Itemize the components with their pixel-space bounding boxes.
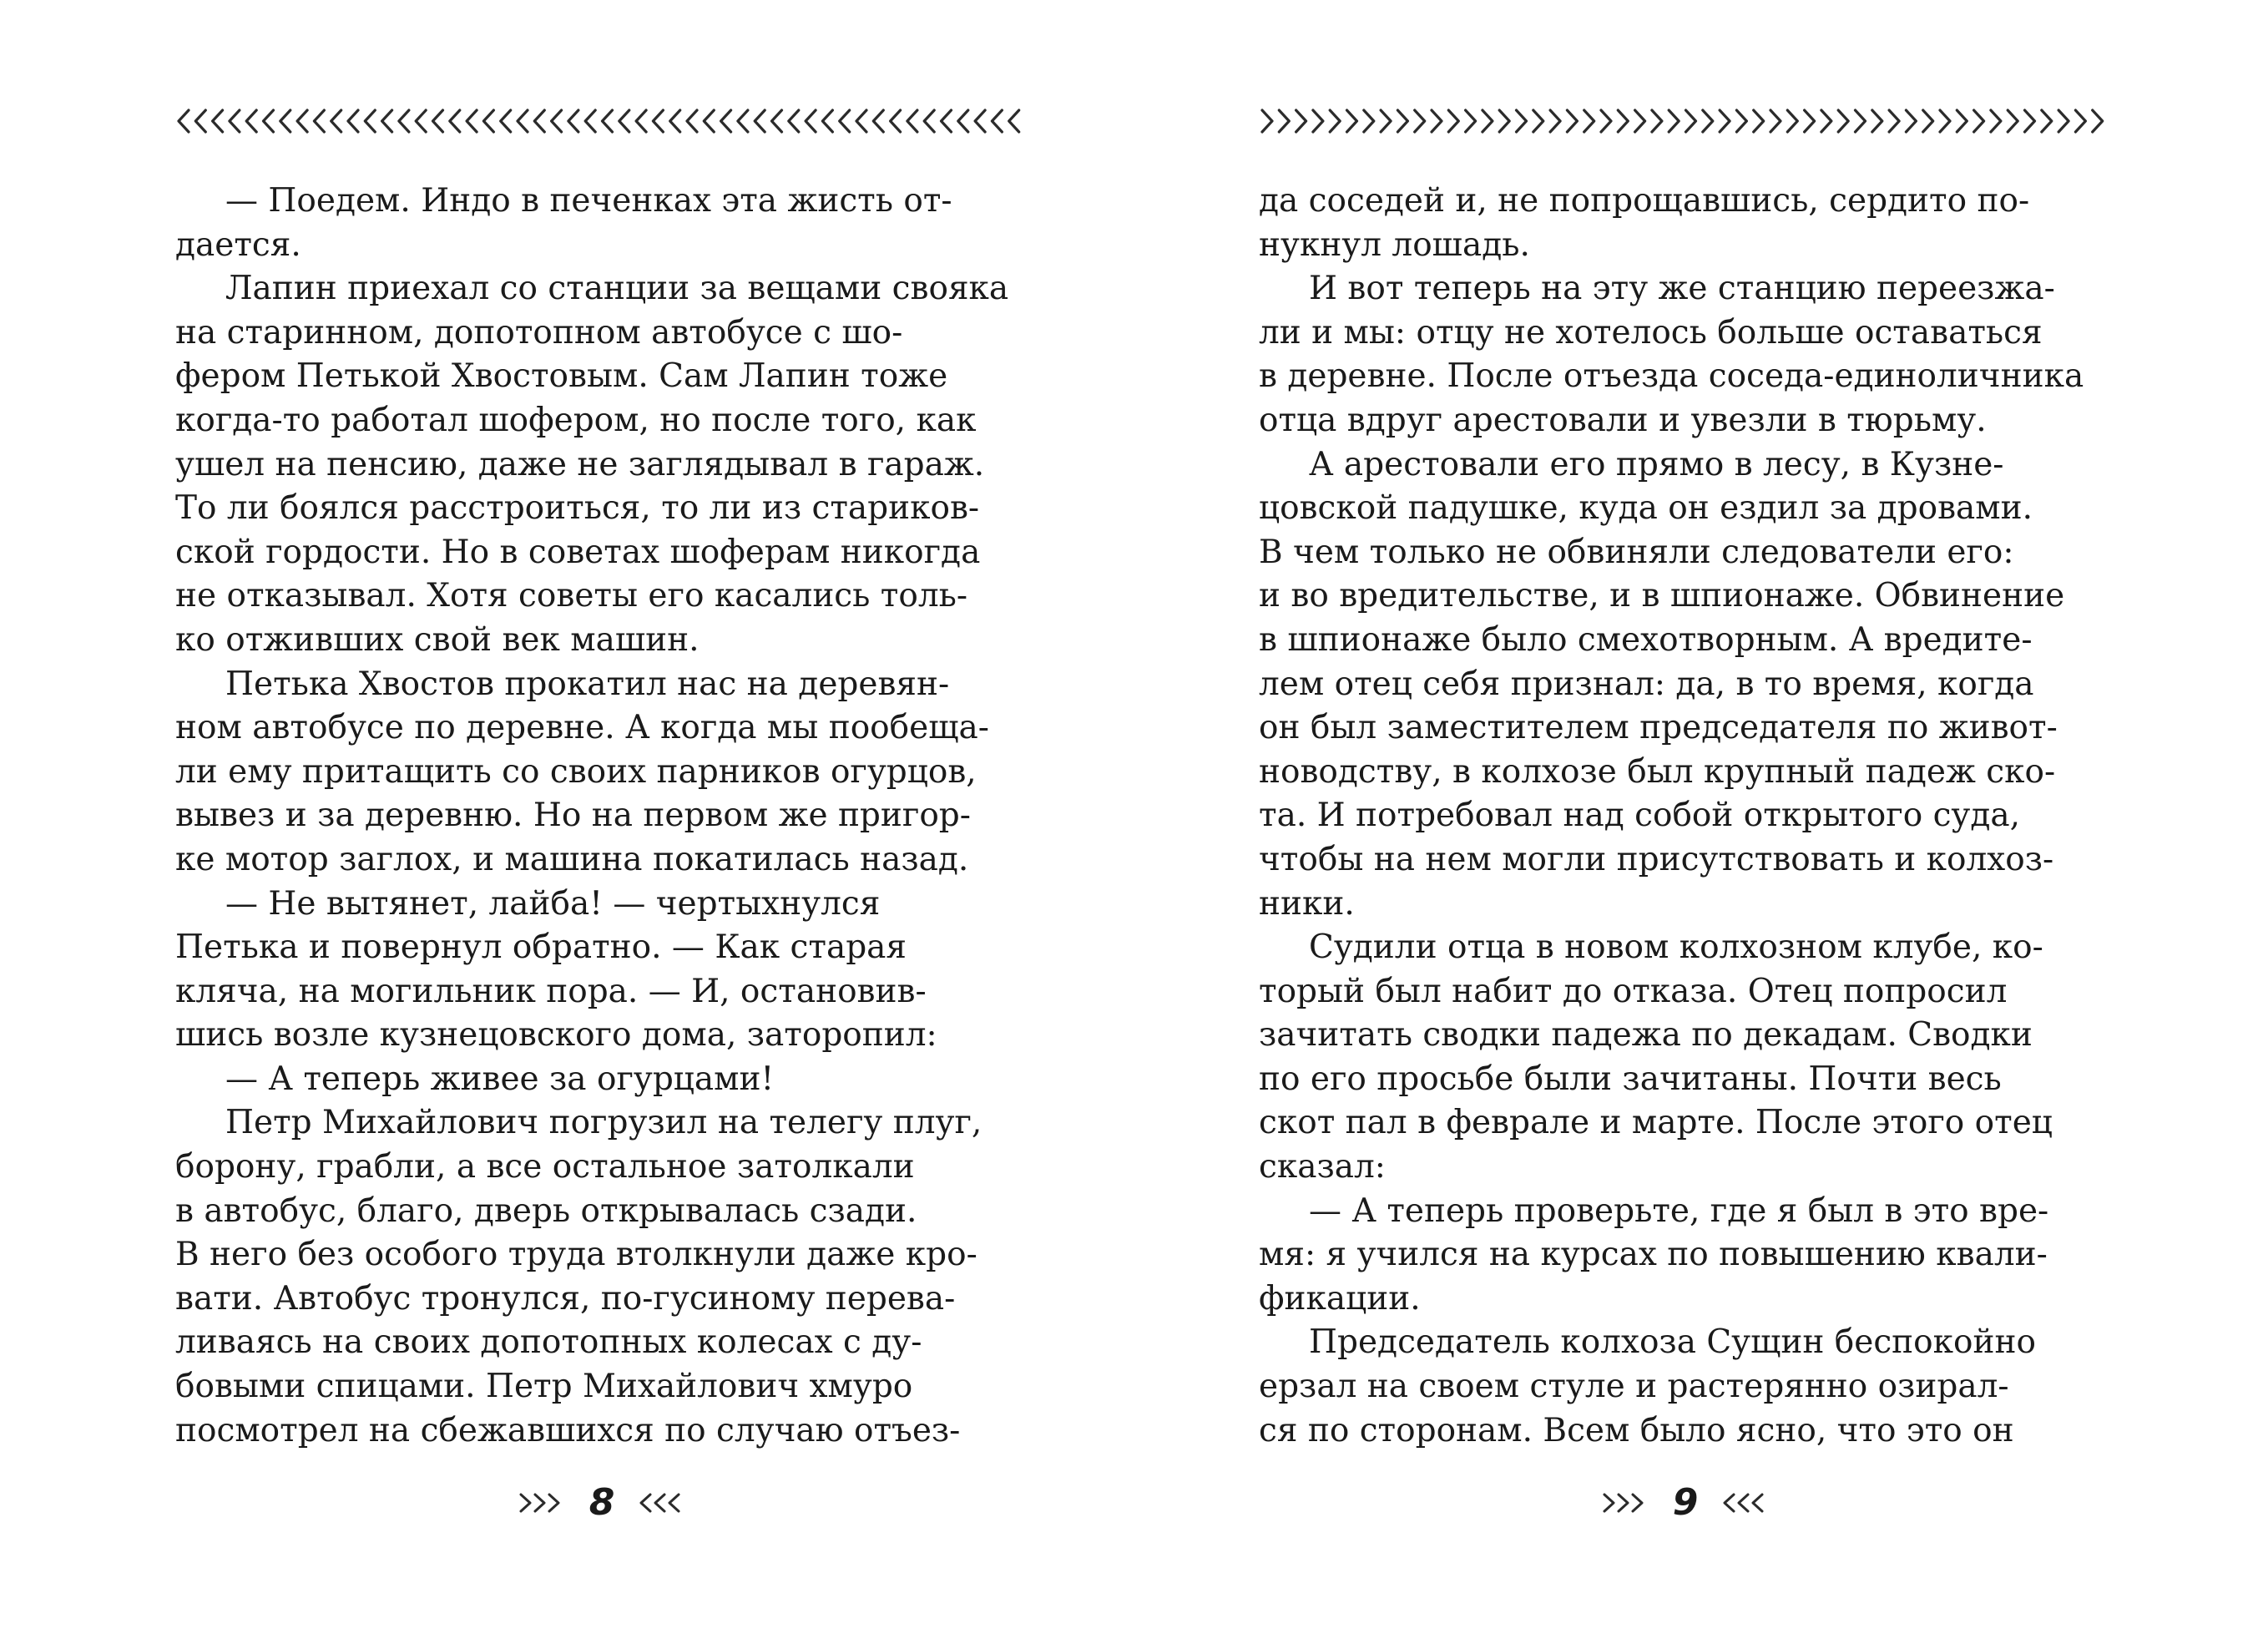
text-line: цовской падушке, куда он ездил за дровами.	[1259, 489, 2033, 528]
text-line: отца вдруг арестовали и увезли в тюрьму.	[1259, 401, 1987, 439]
text-line: ном автобусе по деревне. А когда мы пообеща-	[175, 709, 989, 747]
text-line: когда-то работал шофером, но после того, как	[175, 401, 977, 439]
chevron-band-right-icon	[1259, 104, 2112, 138]
text-line: Петька Хвостов прокатил нас на деревян-	[225, 665, 950, 703]
text-line: В чем только не обвиняли следователи его:	[1259, 533, 2014, 571]
text-line: ливаясь на своих допотопных колесах с ду-	[175, 1323, 922, 1362]
text-line: нукнул лошадь.	[1259, 225, 1530, 264]
text-line: скот пал в феврале и марте. После этого отец	[1259, 1104, 2053, 1142]
text-line: в деревне. После отъезда соседа-единоличника	[1259, 357, 2084, 396]
text-line: да соседей и, не попрощавшись, сердито по-	[1259, 182, 2030, 220]
left-page	[175, 0, 1028, 1644]
text-line: вывез и за деревню. Но на первом же пригор-	[175, 797, 971, 835]
text-line: кляча, на могильник пора. — И, остановив-	[175, 972, 927, 1010]
text-line: ушел на пенсию, даже не заглядывал в гараж.	[175, 445, 985, 483]
page-number-footer	[175, 1482, 1028, 1524]
text-line: ке мотор заглох, и машина покатилась назад.	[175, 840, 969, 878]
chevron-left-ornament-icon	[1720, 1492, 1771, 1514]
text-line: вати. Автобус тронулся, по-гусиному перева-	[175, 1279, 956, 1318]
text-line: А арестовали его прямо в лесу, в Кузне-	[1309, 445, 2004, 483]
text-line: та. И потребовал над собой открытого суда,	[1259, 797, 2021, 835]
text-line: ли и мы: отцу не хотелось больше оставаться	[1259, 313, 2043, 352]
text-line: Судили отца в новом колхозном клубе, ко-	[1309, 928, 2043, 967]
text-line: в автобус, благо, дверь открывалась сзади.	[175, 1191, 917, 1230]
text-line: фером Петькой Хвостовым. Сам Лапин тоже	[175, 357, 948, 396]
text-line: Петька и повернул обратно. — Как старая	[175, 928, 907, 967]
text-line: борону, грабли, а все остальное затолкали	[175, 1148, 915, 1186]
right-page	[1259, 0, 2112, 1644]
text-line: В него без особого труда втолкнули даже кро-	[175, 1236, 977, 1274]
right-page-text	[1259, 180, 2112, 1453]
text-line: бовыми спицами. Петр Михайлович хмуро	[175, 1368, 913, 1406]
text-line: фикации.	[1259, 1279, 1421, 1318]
text-line: посмотрел на сбежавшихся по случаю отъез-	[175, 1411, 961, 1449]
text-line: новодству, в колхозе был крупный падеж ско-	[1259, 752, 2056, 791]
text-line: шись возле кузнецовского дома, заторопил:	[175, 1016, 937, 1055]
text-line: и во вредительстве, и в шпионаже. Обвинение	[1259, 577, 2065, 615]
text-line: Петр Михайлович погрузил на телегу плуг,	[225, 1104, 982, 1142]
text-line: не отказывал. Хотя советы его касались толь-	[175, 577, 968, 615]
text-line: торый был набит до отказа. Отец попросил	[1259, 972, 2008, 1010]
text-line: ли ему притащить со своих парников огурцов,	[175, 752, 977, 791]
text-line: в шпионаже было смехотворным. А вредите-	[1259, 620, 2033, 659]
left-page-text	[175, 180, 1028, 1453]
page-number: 8	[588, 1481, 615, 1524]
chevron-right-ornament-icon	[1599, 1492, 1651, 1514]
text-line: — Поедем. Индо в печенках эта жисть от-	[225, 182, 952, 220]
text-line: чтобы на нем могли присутствовать и колхоз-	[1259, 840, 2054, 878]
chevron-left-ornament-icon	[636, 1492, 688, 1514]
page-number: 9	[1672, 1481, 1699, 1524]
page-number-footer	[1259, 1482, 2112, 1524]
text-line: ской гордости. Но в советах шоферам никогда	[175, 533, 981, 571]
text-line: лем отец себя признал: да, в то время, когда	[1259, 665, 2034, 703]
text-line: дается.	[175, 225, 301, 264]
text-line: на старинном, допотопном автобусе с шо-	[175, 313, 903, 352]
text-line: сказал:	[1259, 1148, 1386, 1186]
text-line: ся по сторонам. Всем было ясно, что это он	[1259, 1411, 2014, 1449]
text-line: ерзал на своем стуле и растерянно озирал-	[1259, 1368, 2009, 1406]
text-line: ко отживших свой век машин.	[175, 620, 700, 659]
text-line: зачитать сводки падежа по декадам. Сводки	[1259, 1016, 2033, 1055]
text-line: мя: я учился на курсах по повышению квали-	[1259, 1236, 2048, 1274]
text-line: Председатель колхоза Сущин беспокойно	[1309, 1323, 2036, 1362]
text-line: — А теперь проверьте, где я был в это вре-	[1309, 1191, 2049, 1230]
text-line: Лапин приехал со станции за вещами свояка	[225, 270, 1009, 308]
text-line: И вот теперь на эту же станцию переезжа-	[1309, 270, 2055, 308]
text-line: — А теперь живее за огурцами!	[225, 1060, 775, 1098]
text-line: по его просьбе были зачитаны. Почти весь	[1259, 1060, 2002, 1098]
chevron-right-ornament-icon	[516, 1492, 568, 1514]
text-line: То ли боялся расстроиться, то ли из стариков-	[175, 489, 980, 528]
text-line: — Не вытянет, лайба! — чертыхнулся	[225, 884, 881, 923]
right-chevron-ornament	[1259, 104, 2112, 138]
text-line: ники.	[1259, 884, 1355, 923]
chevron-band-left-icon	[175, 104, 1028, 138]
text-line: он был заместителем председателя по живот-	[1259, 709, 2058, 747]
left-chevron-ornament	[175, 104, 1028, 138]
